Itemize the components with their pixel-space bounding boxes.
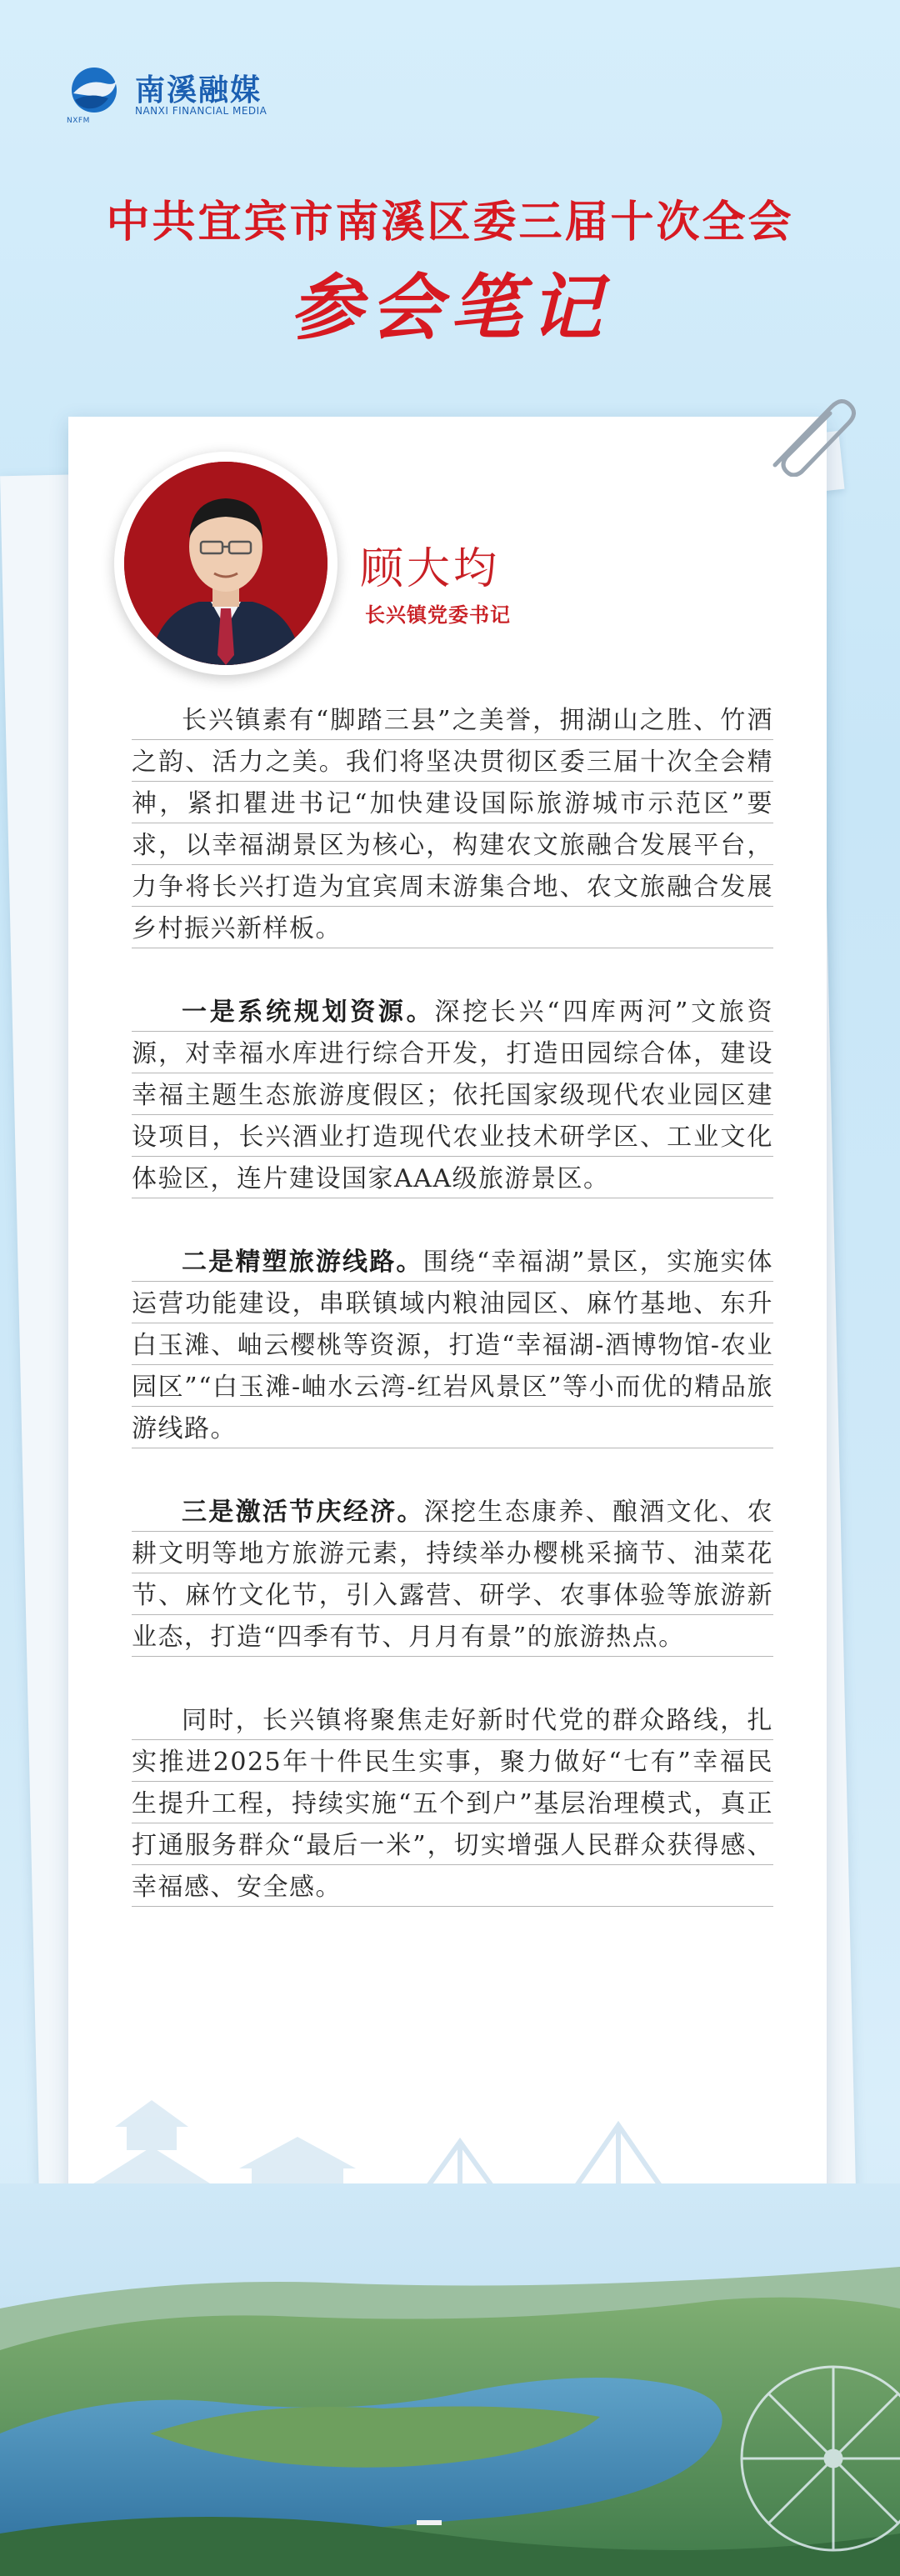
article-body	[132, 700, 773, 1908]
paragraph-closing: 同时，长兴镇将聚焦走好新时代党的群众路线，扎实推进2025年十件民生实事，聚力做好“七有”幸福民生提升工程，持续实施“五个到户”基层治理模式，真正打通服务群众“最后一米”，切实增强人民群众获得感、幸福感、安全感。	[132, 1700, 773, 1908]
nxfm-logo-icon	[67, 65, 122, 120]
author-portrait	[124, 462, 328, 665]
point-heading: 一是系统规划资源。	[182, 998, 435, 1027]
author-role: 长兴镇党委书记	[365, 603, 511, 627]
brand-name: 南溪融媒	[135, 73, 262, 108]
paper-clip-icon	[758, 385, 858, 477]
author-name: 顾大均	[360, 544, 501, 594]
paragraph-point-3: 三是激活节庆经济。深挖生态康养、酿酒文化、农耕文明等地方旅游元素，持续举办樱桃采摘节、油菜花节、麻竹文化节，引入露营、研学、农事体验等旅游新业态，打造“四季有节、月月有景”的旅游热点。	[132, 1492, 773, 1658]
brand-mark-text: NXFM	[67, 117, 90, 125]
paragraph-point-2: 二是精塑旅游线路。围绕“幸福湖”景区，实施实体运营功能建设，串联镇域内粮油园区、麻竹基地、东升白玉滩、岫云樱桃等资源，打造“幸福湖-酒博物馆-农业园区”“白玉滩-岫水云湾-红岩风景区”等小而优的精品旅游线路。	[132, 1242, 773, 1450]
paragraph-point-1: 一是系统规划资源。深挖长兴“四库两河”文旅资源，对幸福水库进行综合开发，打造田园综合体，建设幸福主题生态旅游度假区；依托国家级现代农业园区建设项目，长兴酒业打造现代农业技术研学区、工业文化体验区，连片建设国家AAA级旅游景区。	[132, 992, 773, 1200]
brand-english-name: NANXI FINANCIAL MEDIA	[135, 105, 268, 117]
page-title: 中共宜宾市南溪区委三届十次全会	[106, 197, 794, 248]
portrait-icon	[124, 462, 328, 665]
river-landscape-illustration	[0, 2183, 900, 2576]
page-subtitle: 参会笔记	[290, 266, 610, 350]
brand-logo	[67, 60, 283, 127]
author-avatar	[114, 452, 338, 675]
note-paper	[68, 417, 827, 2246]
point-heading: 三是激活节庆经济。	[182, 1498, 424, 1527]
paragraph-intro: 长兴镇素有“脚踏三县”之美誉，拥湖山之胜、竹酒之韵、活力之美。我们将坚决贯彻区委三届十次全会精神，紧扣瞿进书记“加快建设国际旅游城市示范区”要求，以幸福湖景区为核心，构建农文旅融合发展平台，力争将长兴打造为宜宾周末游集合地、农文旅融合发展乡村振兴新样板。	[132, 700, 773, 950]
brand-name-en	[67, 105, 268, 125]
point-heading: 二是精塑旅游线路。	[182, 1248, 423, 1277]
